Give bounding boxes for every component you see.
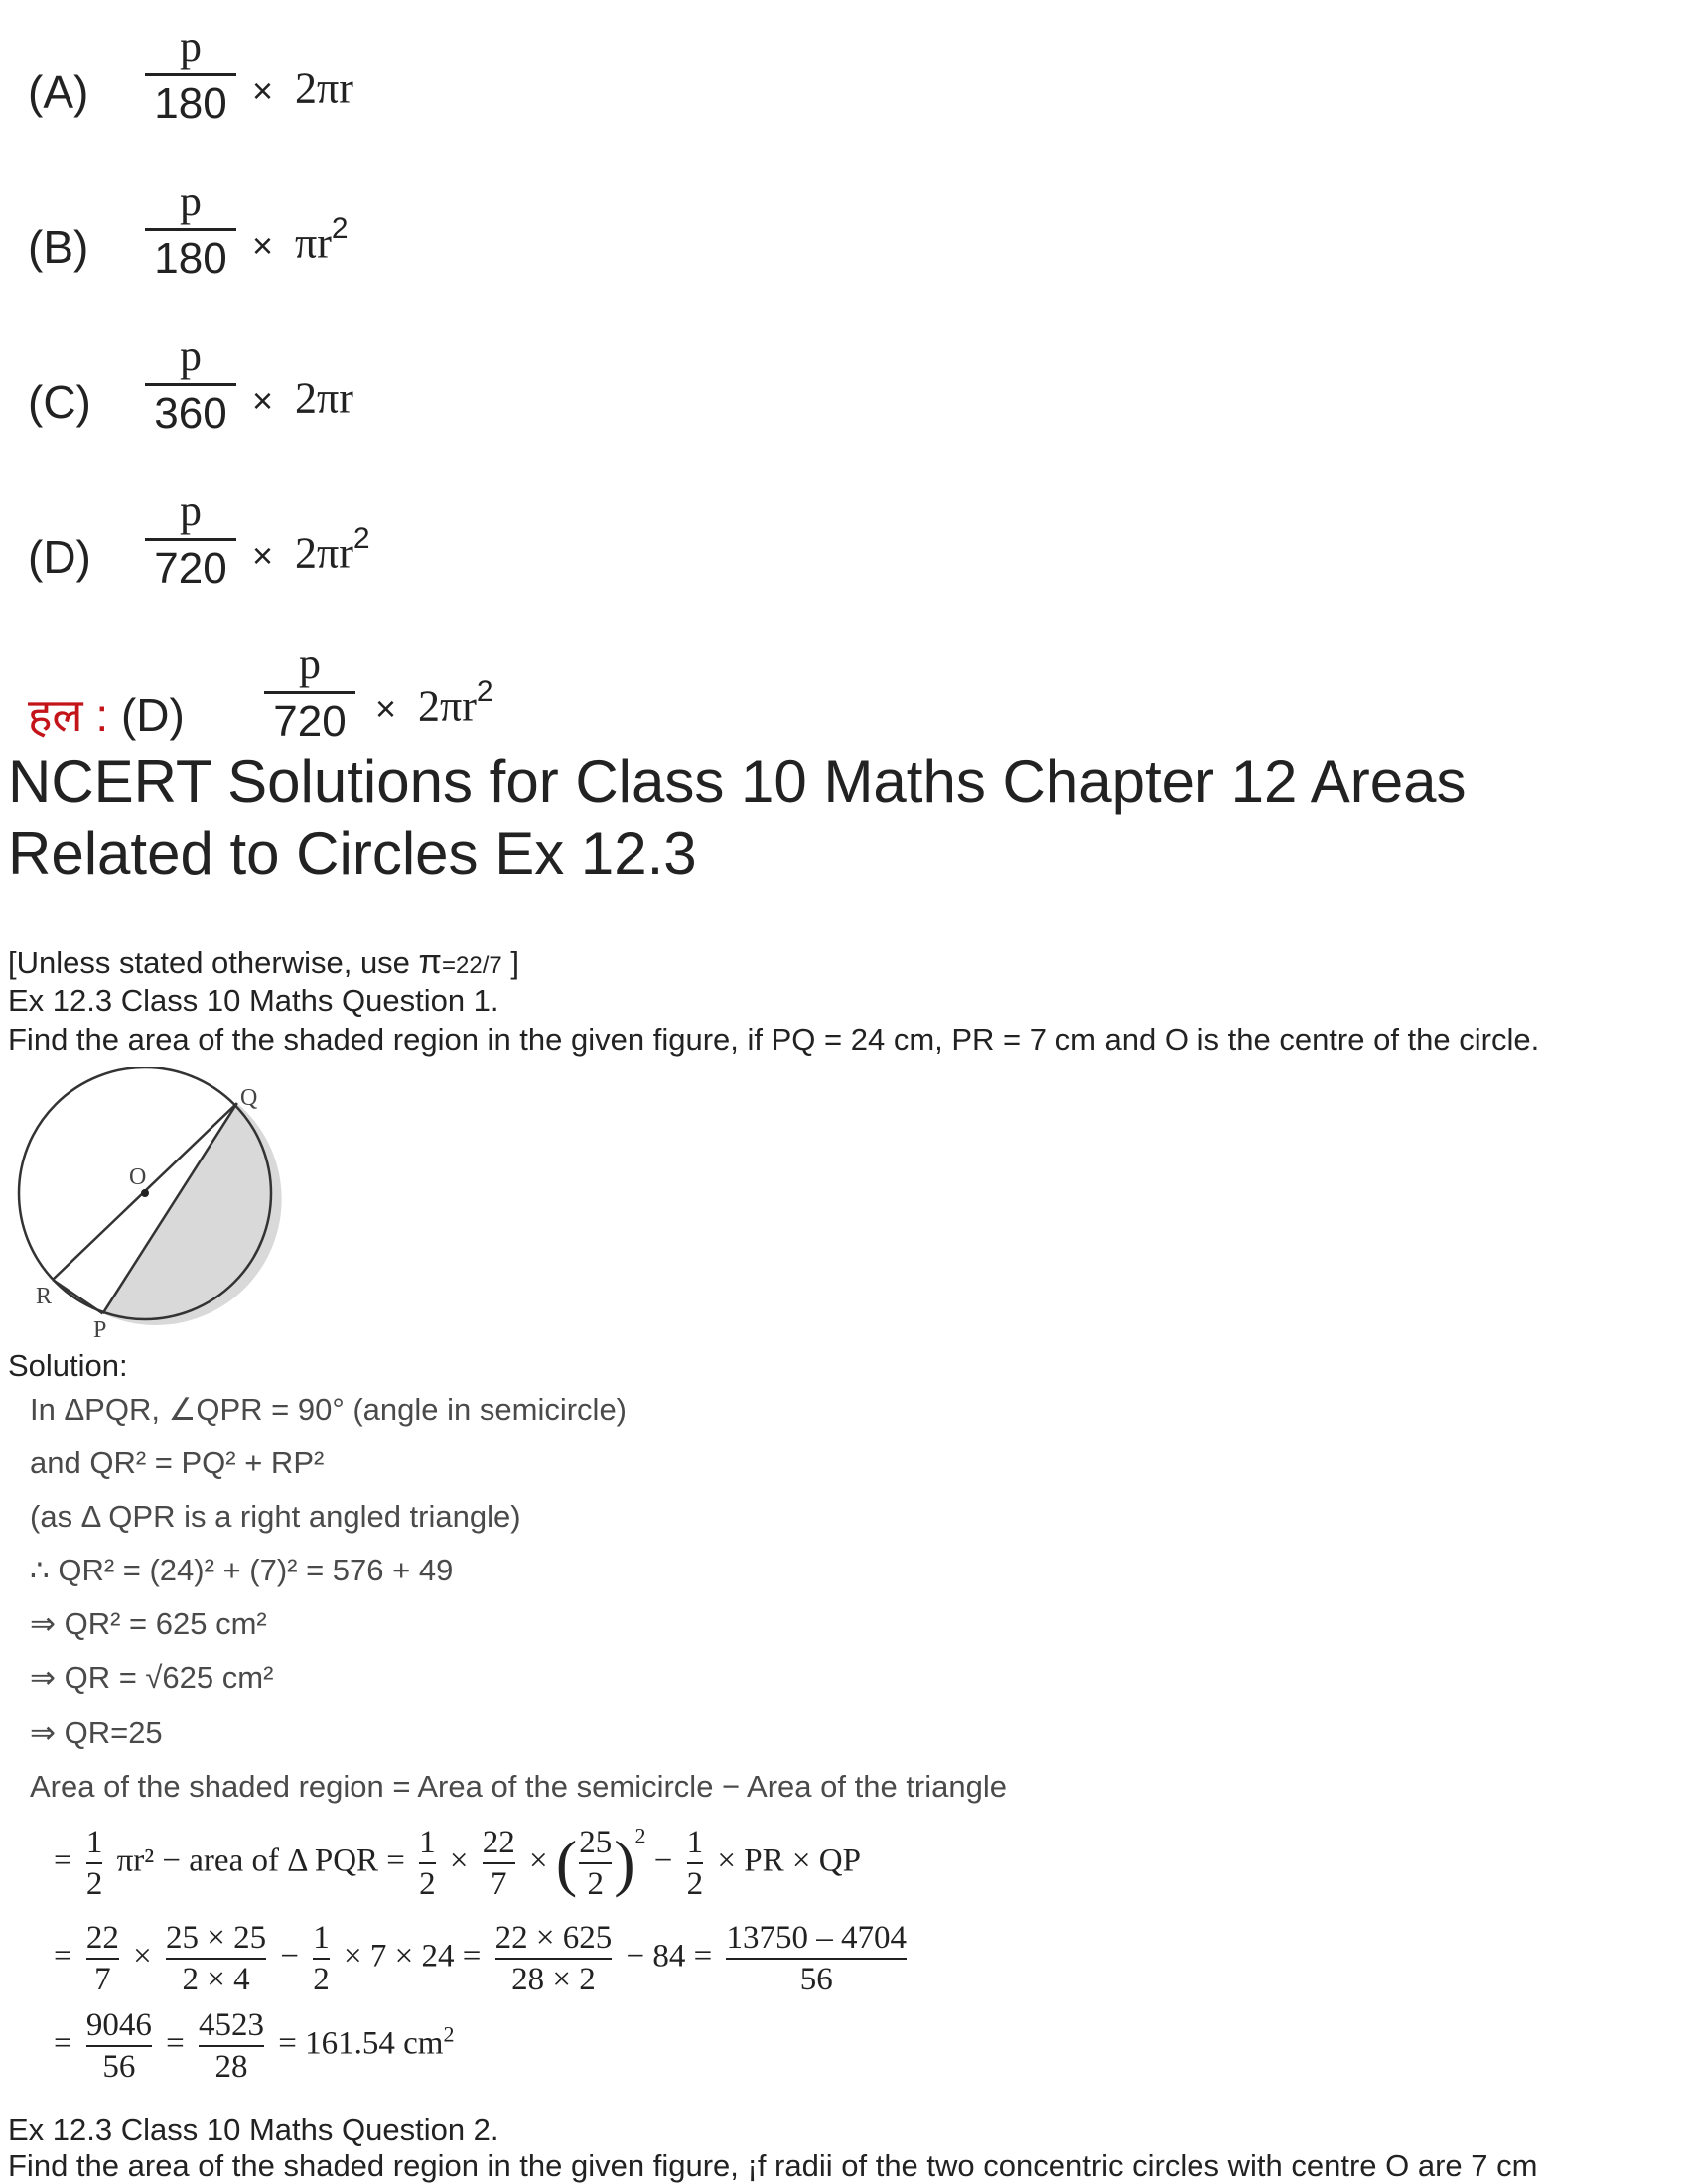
expression: [252, 62, 353, 114]
denominator: 720: [154, 544, 227, 593]
times-sign: ×: [252, 69, 274, 111]
question-1-text: Find the area of the shaded region in the given figure, if PQ = 24 cm, PR = 7 cm and O is the centre of the circle.: [8, 1023, 1540, 1057]
solution-step: (as Δ QPR is a right angled triangle): [30, 1499, 521, 1534]
numerator: p: [180, 486, 202, 535]
exponent: 2: [352, 522, 370, 555]
solution-step: In ΔPQR, ∠QPR = 90° (angle in semicircle): [30, 1392, 628, 1427]
pi-symbol: π: [418, 943, 443, 981]
solution-step: ⇒ QR=25: [30, 1715, 163, 1750]
equals: =: [54, 1938, 72, 1975]
numerator: 25 × 25: [166, 1920, 267, 1956]
numerator: 13750 – 4704: [726, 1920, 907, 1956]
fraction: [483, 1823, 515, 1904]
fraction-bar: [145, 228, 236, 231]
fraction: [579, 1823, 612, 1904]
shaded-segment: [103, 1103, 282, 1325]
option-label: (D): [28, 531, 91, 583]
fraction: [419, 1823, 436, 1904]
chord-rp: [53, 1280, 103, 1313]
expression-text: 2πr: [295, 373, 353, 423]
calc-line-3: [54, 2005, 454, 2087]
label-p: P: [93, 1317, 107, 1343]
numerator: p: [180, 332, 202, 380]
solution-step: Area of the shaded region = Area of the semicircle − Area of the triangle: [30, 1769, 1007, 1804]
numerator: 9046: [85, 2007, 152, 2043]
pi-note: [8, 943, 519, 982]
numerator: 1: [313, 1920, 330, 1956]
times-sign: ×: [252, 534, 274, 576]
denominator: 56: [102, 2049, 136, 2085]
denominator: 2: [313, 1962, 330, 1997]
option-label: (B): [28, 221, 89, 273]
solution-step: ⇒ QR² = 625 cm²: [30, 1606, 267, 1641]
expression-text: 2πr: [418, 681, 477, 731]
fraction-bar: [145, 73, 236, 76]
solution-label: Solution:: [8, 1348, 128, 1383]
math-text: × 7 × 24 =: [344, 1938, 482, 1975]
denominator: 28: [214, 2049, 248, 2085]
calc-line-2: [54, 1918, 913, 1999]
denominator: 7: [94, 1962, 111, 1997]
question-2-heading: Ex 12.3 Class 10 Maths Question 2.: [8, 2113, 499, 2147]
math-text: = 161.54 cm: [278, 2025, 444, 2062]
note-text: [Unless stated otherwise, use: [8, 945, 419, 980]
fraction: [166, 1918, 266, 1999]
solution-step: ∴ QR² = (24)² + (7)² = 576 + 49: [30, 1553, 454, 1587]
fraction: [313, 1918, 330, 1999]
times-sign: ×: [252, 224, 274, 266]
option-a: [28, 22, 524, 151]
numerator: 1: [686, 1825, 704, 1860]
numerator: p: [180, 177, 202, 225]
label-q: Q: [240, 1085, 258, 1111]
math-text: =: [166, 2025, 185, 2062]
calc-line-1: [54, 1823, 861, 1904]
numerator: 25: [579, 1825, 613, 1860]
expression: [252, 522, 370, 579]
denominator: 2: [686, 1866, 704, 1902]
solution-step: ⇒ QR = √625 cm²: [30, 1660, 274, 1695]
numerator: 1: [419, 1825, 436, 1860]
denominator: 720: [273, 697, 347, 746]
expression-text: 2πr: [295, 528, 353, 578]
denominator: 180: [154, 79, 227, 128]
page-title: NCERT Solutions for Class 10 Maths Chapter 12 Areas Related to Circles Ex 12.3: [8, 749, 1467, 887]
fraction: [86, 2005, 152, 2087]
numerator: 22: [482, 1825, 515, 1860]
denominator: 56: [799, 1962, 833, 1997]
denominator: 180: [154, 234, 227, 283]
numerator: 1: [85, 1825, 103, 1860]
math-text: −: [280, 1938, 299, 1975]
fraction: [687, 1823, 704, 1904]
math-text: −: [653, 1843, 673, 1879]
label-o: O: [129, 1164, 147, 1190]
note-end: ]: [501, 945, 519, 980]
option-c: [28, 332, 524, 461]
equals: =: [54, 1843, 72, 1879]
math-text: − 84 =: [626, 1938, 713, 1975]
numerator: 4523: [199, 2007, 264, 2043]
fraction-bar: [145, 538, 236, 541]
equals: =: [54, 2025, 72, 2062]
option-label: (A): [28, 67, 89, 118]
exponent: 2: [331, 212, 349, 245]
math-text: ×: [529, 1843, 548, 1879]
math-text: ×: [449, 1843, 469, 1879]
fraction: [199, 2005, 264, 2087]
math-text: πr² − area of Δ PQR =: [116, 1843, 405, 1879]
centre-point: [141, 1189, 149, 1197]
label-r: R: [36, 1284, 53, 1309]
expression: [375, 675, 493, 732]
expression: [252, 371, 353, 424]
math-text: × PR × QP: [717, 1843, 861, 1879]
denominator: 2 × 4: [182, 1962, 250, 1997]
denominator: 2: [419, 1866, 436, 1902]
denominator: 2: [587, 1866, 604, 1902]
fraction-bar: [145, 383, 236, 386]
denominator: 28 × 2: [511, 1962, 596, 1997]
denominator: 2: [85, 1866, 103, 1902]
numerator: 22 × 625: [494, 1920, 613, 1956]
fraction: [145, 486, 236, 595]
fraction-bar: [264, 691, 355, 694]
times-sign: ×: [375, 687, 397, 729]
fraction: [145, 332, 236, 440]
exponent: 2: [634, 1823, 646, 1848]
solution-step: and QR² = PQ² + RP²: [30, 1445, 325, 1480]
math-text: ×: [133, 1938, 152, 1975]
paren-open: (: [555, 1828, 578, 1898]
expression-text: πr: [295, 218, 332, 268]
numerator: 22: [85, 1920, 119, 1956]
answer-option: (D): [120, 689, 185, 741]
question-1-heading: Ex 12.3 Class 10 Maths Question 1.: [8, 983, 499, 1018]
option-label: (C): [28, 376, 91, 428]
denominator: 7: [491, 1866, 507, 1902]
option-d: [28, 486, 524, 615]
answer-label: [28, 683, 185, 745]
answer-prefix: हल :: [28, 689, 109, 741]
fraction: [145, 22, 236, 130]
expression: [252, 212, 349, 269]
exponent: 2: [443, 2021, 455, 2047]
fraction: [264, 639, 355, 748]
pi-value: =22/7: [442, 952, 502, 979]
times-sign: ×: [252, 379, 274, 421]
circle-figure: [10, 1067, 288, 1345]
option-b: [28, 177, 524, 306]
expression-text: 2πr: [295, 64, 353, 113]
fraction: [495, 1918, 613, 1999]
denominator: 360: [154, 389, 227, 438]
question-2-text: Find the area of the shaded region in the given figure, ¡f radii of the two concentric circles with centre O are 7 cm: [8, 2148, 1538, 2183]
fraction: [145, 177, 236, 285]
fraction: [86, 1823, 103, 1904]
fraction: [86, 1918, 119, 1999]
numerator: p: [299, 639, 321, 688]
fraction: [726, 1918, 907, 1999]
numerator: p: [180, 22, 202, 70]
exponent: 2: [476, 675, 493, 708]
paren-close: ): [614, 1828, 635, 1898]
